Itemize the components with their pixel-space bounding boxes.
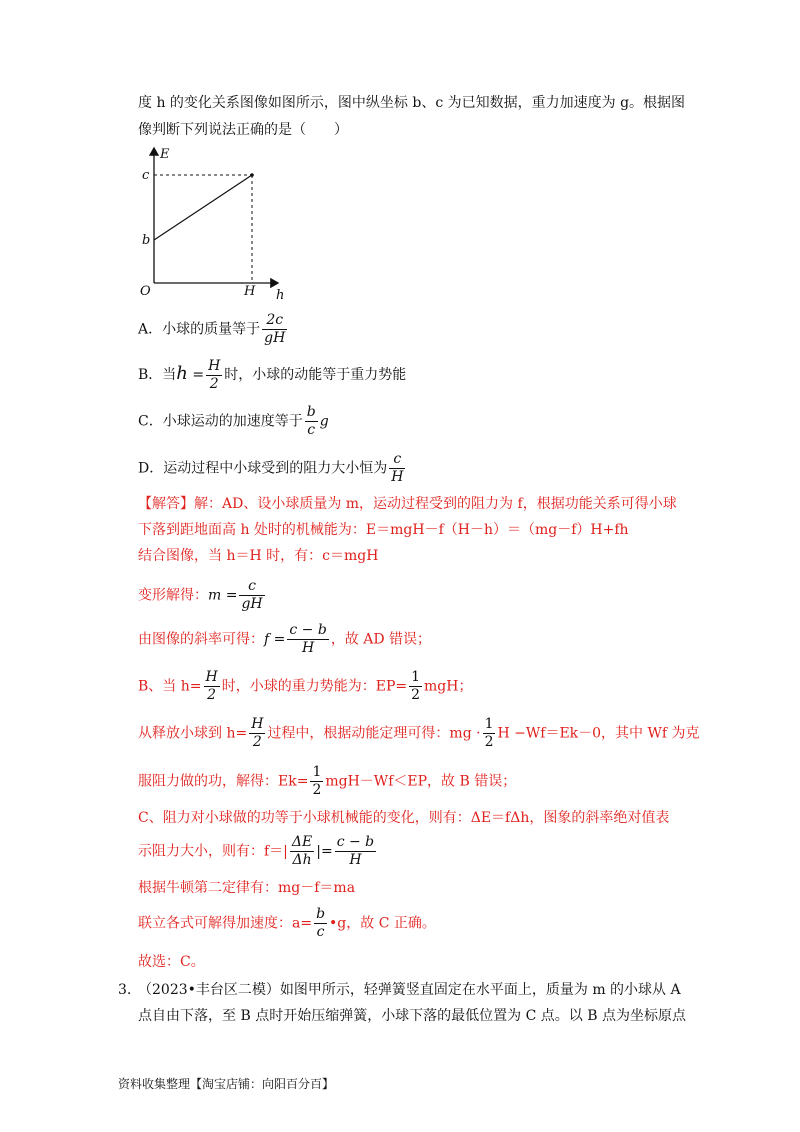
x-tick-H: H [244,284,256,299]
solution-line-10: 示阻力大小，则有：f＝| $\frac{\Delta E}{\Delta h}$ |= $\frac{c - b}{H}$ [138,834,375,868]
energy-height-graph [138,143,288,303]
intro-line-2: 像判断下列说法正确的是（ ） [138,122,348,138]
option-b: B．当h = $\frac{H}{2}$ 时，小球的动能等于重力势能 [138,357,407,392]
option-c: C．小球运动的加速度等于 $\frac{b}{c}$ g [138,404,329,438]
option-a: A．小球的质量等于 $\frac{2c}{gH}$ [138,312,286,346]
solution-line-8: 服阻力做的功，解得：Ek= $\frac{1}{2}$ mgH－Wf＜EP，故 B 错误； [138,764,517,798]
question-3-number: 3. [118,982,132,998]
solution-line-2: 下落到距地面高 h 处时的机械能为：E＝mgH－f（H－h）＝（mg－f）H+fh [138,522,629,538]
intro-line-1: 度 h 的变化关系图像如图所示，图中纵坐标 b、c 为已知数据，重力加速度为 g。根据图 [138,95,686,111]
origin-label: O [140,284,151,299]
y-tick-b: b [142,233,151,248]
solution-line-7: 从释放小球到 h= $\frac{H}{2}$ 过程中，根据动能定理可得：mg · $\frac{1}{2}$ H −Wf＝Ek－0，其中 Wf 为克 [138,716,700,750]
solution-line-12: 联立各式可解得加速度：a= $\frac{b}{c}$ •g，故 C 正确。 [138,906,436,940]
option-d: D．运动过程中小球受到的阻力大小恒为 $\frac{c}{H}$ [138,451,404,485]
solution-line-3: 结合图像，当 h＝H 时，有：c＝mgH [138,548,379,564]
solution-line-9: C、阻力对小球做的功等于小球机械能的变化，则有：ΔE＝fΔh，图象的斜率绝对值表 [138,810,670,826]
question-3-line-2: 点自由下落，至 B 点时开始压缩弹簧，小球下落的最低位置为 C 点。以 B 点为坐标原点 [138,1008,686,1024]
solution-line-1: 【解答】解：AD、设小球质量为 m，运动过程受到的阻力为 f，根据功能关系可得小球 [138,496,677,512]
series-line [154,175,252,240]
solution-line-6: B、当 h= $\frac{H}{2}$ 时，小球的重力势能为：EP= $\frac{1}{2}$ mgH； [138,669,473,703]
question-3-line-1: （2023•丰台区二模）如图甲所示，轻弹簧竖直固定在水平面上，质量为 m 的小球从 A [138,982,681,998]
y-tick-c: c [142,168,150,183]
solution-line-5: 由图像的斜率可得：f = $\frac{c - b}{H}$ ，故 AD 错误； [138,622,432,656]
solution-line-11: 根据牛顿第二定律有：mg－f＝ma [138,880,356,896]
solution-line-4: 变形解得：m = $\frac{c}{gH}$ [138,578,263,612]
y-axis-label: E [160,147,170,162]
solution-line-13: 故选：C。 [138,954,205,970]
x-axis-label: h [276,288,285,303]
series-point-end [250,173,254,177]
page-footer: 资料收集整理【淘宝店铺：向阳百分百】 [118,1077,335,1091]
